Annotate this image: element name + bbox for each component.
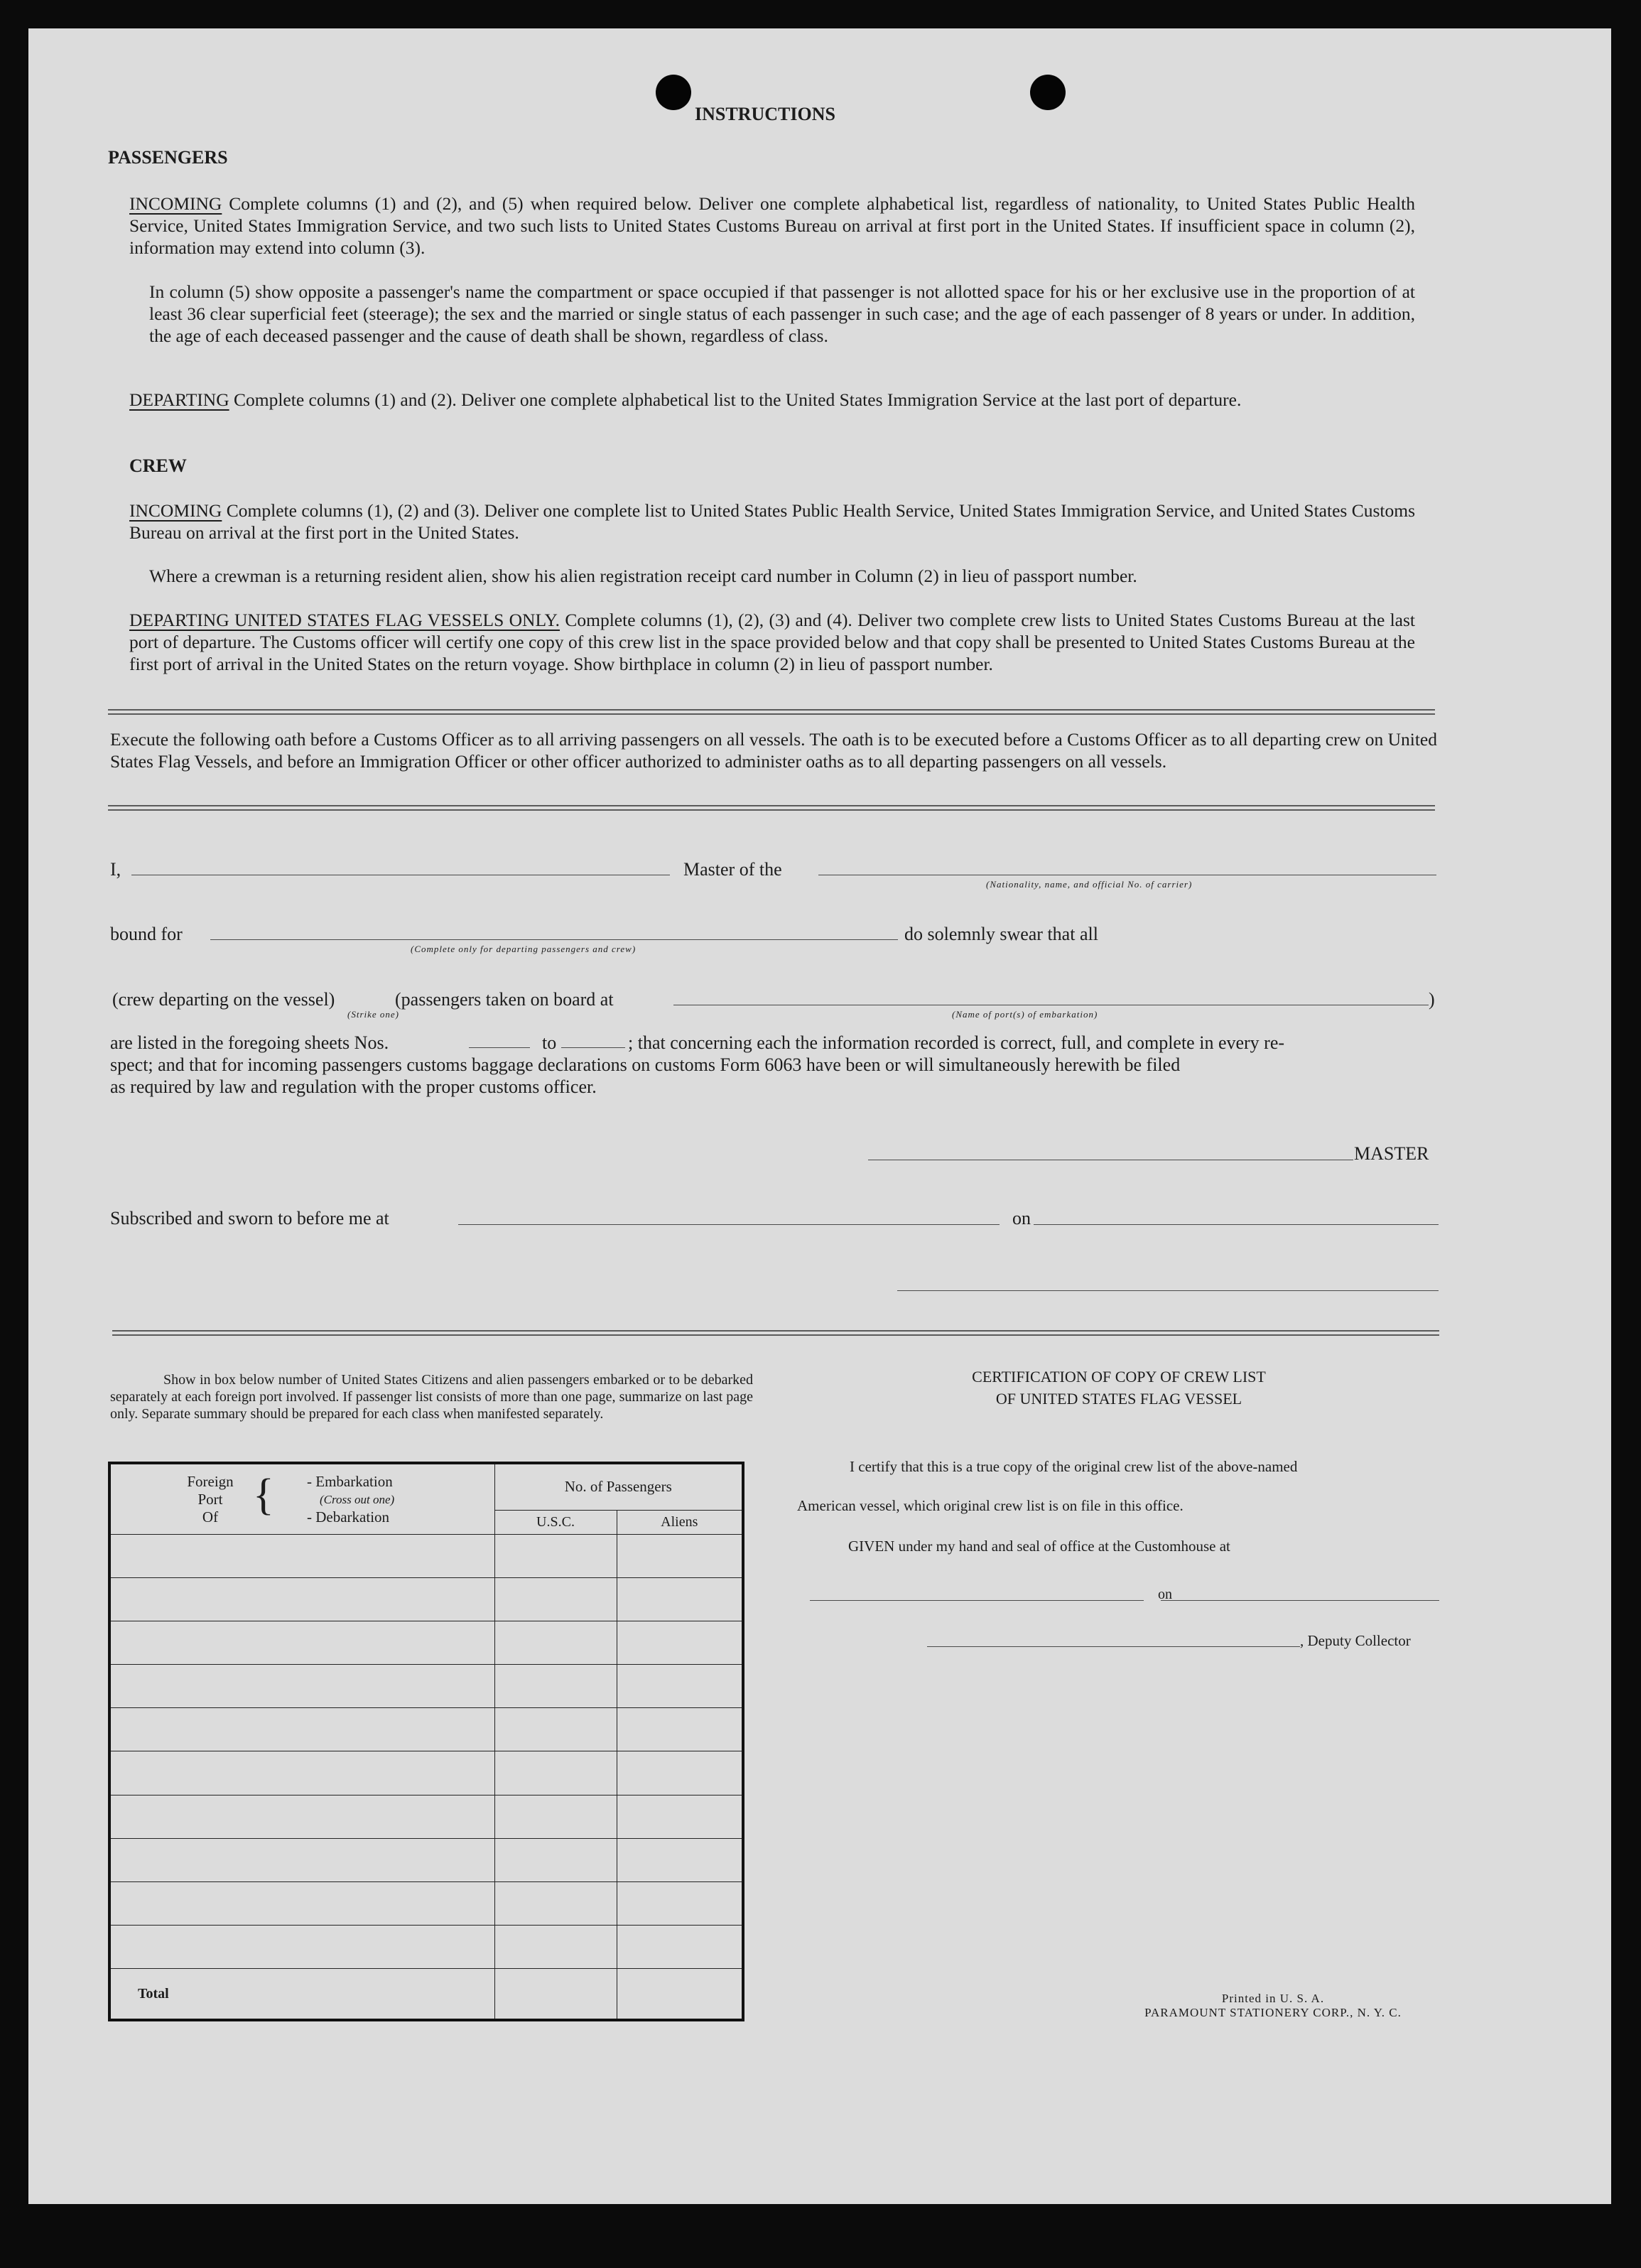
aliens-header: Aliens — [617, 1510, 743, 1534]
deputy-signature-field[interactable] — [927, 1646, 1300, 1647]
section-divider — [112, 1330, 1439, 1336]
usc-cell[interactable] — [494, 1577, 617, 1621]
aliens-cell[interactable] — [617, 1577, 743, 1621]
aliens-cell[interactable] — [617, 1665, 743, 1708]
passengers-departing-paragraph — [129, 389, 1415, 411]
crew-incoming-paragraph — [129, 500, 1415, 544]
close-paren: ) — [1429, 989, 1435, 1010]
crew-flag-label: DEPARTING UNITED STATES FLAG VESSELS ONLY. — [129, 610, 560, 630]
subscribed-label: Subscribed and sworn to before me at — [110, 1208, 389, 1228]
bound-for-field[interactable] — [210, 939, 898, 940]
passengers-departing-text: Complete columns (1) and (2). Deliver one complete alphabetical list to the United States Immigration Service at the last port of departure. — [234, 389, 1242, 410]
crew-incoming-text: Complete columns (1), (2) and (3). Deliver one complete list to United States Public Health Service, United States Immigration Service, and United States Customs Bureau on arrival at the first port in the United States. — [129, 500, 1416, 543]
usc-cell[interactable] — [494, 1708, 617, 1751]
crew-flag-text: Complete columns (1), (2), (3) and (4). Deliver two complete crew lists to United States Customs Bureau at the last port of departure. The Customs officer will certify one copy of this crew list in the space provided below and that copy shall be presented to United States Customs Bureau at the first port of arrival in the United States on the return voyage. Show birthplace in column (2) in lieu of passport number. — [129, 610, 1416, 674]
summary-instructions: Show in box below number of United States Citizens and alien passengers embarked or to be debarked separately at each foreign port involved. If passenger list consists of more than one page, summarize on last page only. Separate summary should be prepared for each class when manifested separately. — [110, 1372, 753, 1422]
listed-to-label: to — [542, 1032, 557, 1053]
port-label: Port — [197, 1491, 223, 1508]
foreign-label: Foreign — [187, 1473, 234, 1490]
port-cell[interactable] — [109, 1665, 494, 1708]
of-label: Of — [202, 1508, 219, 1526]
port-caption: (Name of port(s) of embarkation) — [952, 1009, 1098, 1020]
printer-line-2: PARAMOUNT STATIONERY CORP., N. Y. C. — [1144, 2006, 1402, 2019]
table-row — [109, 1665, 743, 1708]
total-row — [109, 1969, 743, 2020]
passengers-column5-paragraph: In column (5) show opposite a passenger's name the compartment or space occupied if that passenger is not allotted space for his or her exclusive use in the proportion of at least 36 clear superficial feet (steerage); the sex and the married or single status of each passenger in such case; and the age of each passenger of 8 years or under. In addition, the age of each deceased passenger and the cause of death shall be shown, regardless of class. — [149, 281, 1415, 346]
certification-heading-line-1: CERTIFICATION OF COPY OF CREW LIST — [972, 1368, 1266, 1386]
table-row — [109, 1795, 743, 1838]
port-cell[interactable] — [109, 1534, 494, 1577]
embarkation-option[interactable]: - Embarkation — [307, 1473, 393, 1490]
aliens-cell[interactable] — [617, 1751, 743, 1795]
section-divider — [108, 709, 1435, 715]
passengers-incoming-text: Complete columns (1) and (2), and (5) when required below. Deliver one complete alphabetical list, regardless of nationality, to United States Public Health Service, United States Immigration Service, and two such lists to United States Customs Bureau on arrival at first port in the United States. If insufficient space in column (2), information may extend into column (3). — [129, 193, 1415, 258]
printer-imprint — [1124, 1992, 1422, 2020]
subscribed-on-label: on — [1012, 1208, 1031, 1228]
crew-flag-paragraph — [129, 609, 1415, 675]
debarkation-option[interactable]: - Debarkation — [307, 1508, 390, 1526]
subscribed-place-field[interactable] — [458, 1224, 1000, 1225]
oath-instruction: Execute the following oath before a Customs Officer as to all arriving passengers on all vessels. The oath is to be executed before a Customs Officer as to all departing crew on United States Flag Vessels, and before an Immigration Officer or other officer authorized to administer oaths as to all departing passengers on all vessels. — [110, 729, 1437, 772]
passengers-incoming-label: INCOMING — [129, 193, 222, 214]
table-row — [109, 1621, 743, 1665]
table-row — [109, 1577, 743, 1621]
aliens-cell[interactable] — [617, 1881, 743, 1925]
port-cell[interactable] — [109, 1577, 494, 1621]
port-cell[interactable] — [109, 1708, 494, 1751]
listed-text-1: are listed in the foregoing sheets Nos. — [110, 1032, 389, 1053]
punch-hole-right — [1030, 75, 1066, 110]
table-row — [109, 1881, 743, 1925]
master-label: MASTER — [1354, 1143, 1429, 1164]
customhouse-field[interactable] — [810, 1600, 1144, 1601]
crew-departing-option[interactable]: (crew departing on the vessel) — [112, 989, 335, 1010]
aliens-cell[interactable] — [617, 1795, 743, 1838]
no-of-passengers-header: No. of Passengers — [494, 1463, 743, 1510]
usc-cell[interactable] — [494, 1751, 617, 1795]
port-cell[interactable] — [109, 1795, 494, 1838]
officer-signature-field[interactable] — [897, 1290, 1439, 1291]
crew-incoming-label: INCOMING — [129, 500, 222, 521]
punch-hole-left — [656, 75, 691, 110]
passengers-departing-label: DEPARTING — [129, 389, 229, 410]
usc-cell[interactable] — [494, 1838, 617, 1881]
aliens-cell[interactable] — [617, 1926, 743, 1969]
sheet-to-field[interactable] — [561, 1047, 625, 1048]
carrier-caption: (Nationality, name, and official No. of carrier) — [986, 879, 1193, 890]
listed-text-4: as required by law and regulation with the proper customs officer. — [110, 1076, 597, 1097]
subscribed-date-field[interactable] — [1034, 1224, 1439, 1225]
total-usc-cell[interactable] — [494, 1969, 617, 2020]
table-row — [109, 1708, 743, 1751]
usc-header: U.S.C. — [494, 1510, 617, 1534]
table-row — [109, 1534, 743, 1577]
port-cell[interactable] — [109, 1926, 494, 1969]
master-of-the-label: Master of the — [683, 859, 782, 880]
bound-for-caption: (Complete only for departing passengers and crew) — [411, 944, 637, 954]
table-header-row — [109, 1463, 743, 1510]
deputy-collector-label: , Deputy Collector — [1300, 1632, 1411, 1649]
usc-cell[interactable] — [494, 1795, 617, 1838]
port-cell[interactable] — [109, 1881, 494, 1925]
swear-text: do solemnly swear that all — [904, 924, 1098, 944]
foreign-port-header — [109, 1463, 494, 1534]
embarkation-options — [307, 1473, 394, 1526]
oath-i-label: I, — [110, 859, 121, 880]
passenger-summary-table — [108, 1462, 744, 2021]
usc-cell[interactable] — [494, 1881, 617, 1925]
aliens-cell[interactable] — [617, 1621, 743, 1665]
total-label: Total — [109, 1969, 494, 2020]
passengers-heading: PASSENGERS — [108, 147, 228, 168]
passengers-incoming-paragraph — [129, 193, 1415, 259]
table-row — [109, 1751, 743, 1795]
sheet-from-field[interactable] — [469, 1047, 530, 1048]
port-cell[interactable] — [109, 1838, 494, 1881]
aliens-cell[interactable] — [617, 1838, 743, 1881]
crew-heading: CREW — [129, 455, 187, 476]
page-title: INSTRUCTIONS — [695, 104, 835, 124]
certification-date-field[interactable] — [1161, 1600, 1439, 1601]
usc-cell[interactable] — [494, 1621, 617, 1665]
certification-on-label: on — [1158, 1587, 1172, 1602]
passengers-taken-option[interactable]: (passengers taken on board at — [395, 989, 614, 1010]
port-cell[interactable] — [109, 1621, 494, 1665]
crew-resident-paragraph: Where a crewman is a returning resident alien, show his alien registration receipt card number in Column (2) in lieu of passport number. — [149, 566, 1137, 586]
strike-caption: (Strike one) — [347, 1009, 400, 1020]
usc-cell[interactable] — [494, 1665, 617, 1708]
brace-icon: { — [253, 1471, 274, 1519]
table-row — [109, 1926, 743, 1969]
usc-cell[interactable] — [494, 1926, 617, 1969]
certification-heading — [860, 1366, 1378, 1410]
listed-text-3: spect; and that for incoming passengers customs baggage declarations on customs Form 6063 have been or will simultaneously herewith be filed — [110, 1054, 1181, 1075]
port-cell[interactable] — [109, 1751, 494, 1795]
cross-out-note: (Cross out one) — [320, 1493, 395, 1506]
listed-text-2: ; that concerning each the information recorded is correct, full, and complete in every re- — [628, 1032, 1285, 1053]
usc-cell[interactable] — [494, 1534, 617, 1577]
table-row — [109, 1838, 743, 1881]
certify-text-2: American vessel, which original crew list is on file in this office. — [797, 1497, 1184, 1514]
given-text: GIVEN under my hand and seal of office at the Customhouse at — [848, 1538, 1230, 1555]
printer-line-1: Printed in U. S. A. — [1221, 1992, 1325, 2005]
certification-heading-line-2: OF UNITED STATES FLAG VESSEL — [995, 1390, 1242, 1408]
section-divider — [108, 805, 1435, 811]
aliens-cell[interactable] — [617, 1708, 743, 1751]
total-aliens-cell[interactable] — [617, 1969, 743, 2020]
certify-text-1: I certify that this is a true copy of the original crew list of the above-named — [850, 1458, 1298, 1475]
bound-for-label: bound for — [110, 924, 183, 944]
aliens-cell[interactable] — [617, 1534, 743, 1577]
